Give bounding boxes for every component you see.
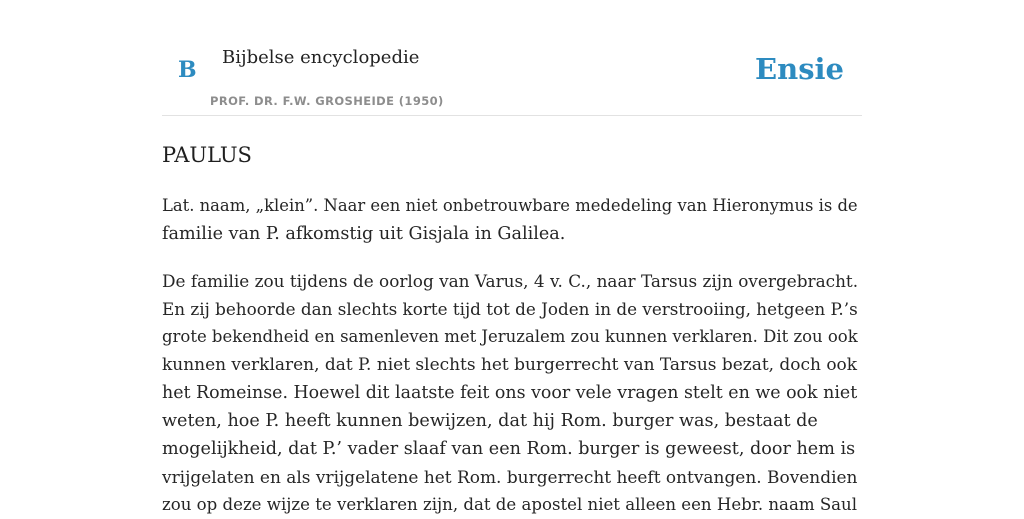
text-line: mogelijkheid, dat P.’ vader slaaf van een Rom. burger is geweest, door hem is — [162, 439, 856, 459]
text-line: weten, hoe P. heeft kunnen bewijzen, dat hij Rom. burger was, bestaat de — [162, 411, 818, 431]
article-paragraph — [162, 192, 862, 248]
article-title: PAULUS — [162, 143, 252, 167]
text-line: Lat. naam, „klein”. Naar een niet onbetrouwbare mededeling van Hieronymus is de — [162, 196, 858, 215]
page — [162, 0, 862, 514]
text-line: familie van P. afkomstig uit Gisjala in Galilea. — [162, 224, 566, 244]
text-line: zou op deze wijze te verklaren zijn, dat de apostel niet alleen een Hebr. naam Saul — [162, 495, 858, 514]
text-line: kunnen verklaren, dat P. niet slechts het burgerrecht van Tarsus bezat, doch ook — [162, 355, 858, 375]
text-line: En zij behoorde dan slechts korte tijd tot de Joden in de verstrooiing, hetgeen P.’s — [162, 299, 858, 319]
ensie-logo[interactable]: Ensie — [755, 52, 844, 86]
text-line: het Romeinse. Hoewel dit laatste feit ons voor vele vragen stelt en we ook niet — [162, 383, 858, 403]
book-title[interactable]: Bijbelse encyclopedie — [222, 47, 420, 68]
text-line: De familie zou tijdens de oorlog van Varus, 4 v. C., naar Tarsus zijn overgebracht. — [162, 271, 859, 291]
book-header — [162, 0, 862, 116]
article-paragraph — [162, 267, 862, 519]
text-line: grote bekendheid en samenleven met Jeruzalem zou kunnen verklaren. Dit zou ook — [162, 327, 858, 346]
text-line: vrijgelaten en als vrijgelatene het Rom. burgerrecht heeft ontvangen. Bovendien — [162, 467, 858, 487]
book-initial-logo[interactable]: B — [178, 57, 197, 83]
book-author: PROF. DR. F.W. GROSHEIDE (1950) — [210, 94, 444, 108]
